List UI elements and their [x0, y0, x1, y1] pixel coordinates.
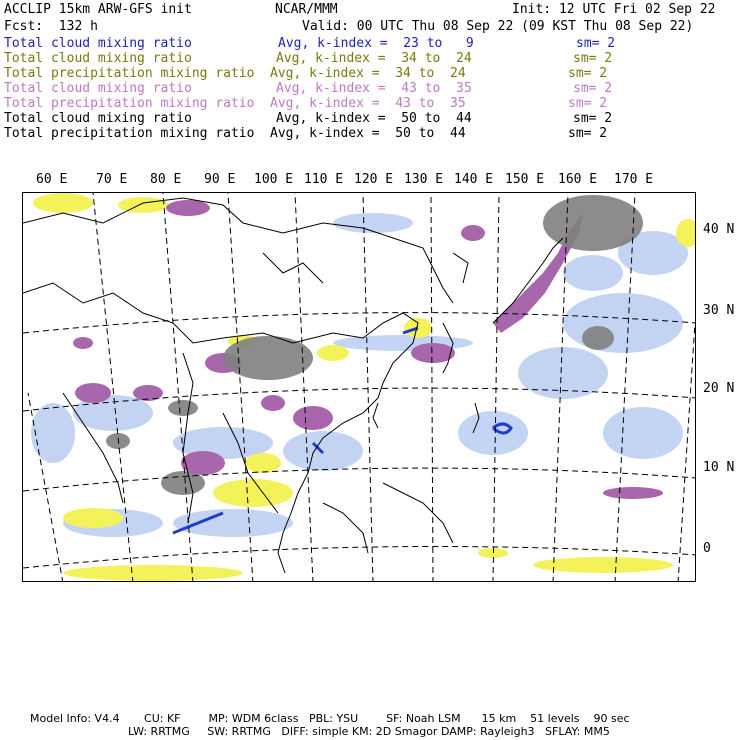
legend-row-4-avg: Avg, k-index = 43 to 35: [276, 81, 472, 96]
lon-label-130e: 130 E: [404, 172, 444, 187]
model-info-line-2: LW: RRTMG SW: RRTMG DIFF: simple KM: 2D Smagor DAMP: Rayleigh3 SFLAY: MM5: [128, 725, 610, 738]
legend-row-7-name: Total precipitation mixing ratio: [4, 126, 255, 141]
init-time: Init: 12 UTC Fri 02 Sep 22: [512, 2, 716, 17]
legend-row-1-avg: Avg, k-index = 23 to 9: [278, 36, 474, 51]
lon-label-80e: 80 E: [150, 172, 182, 187]
legend-row-3-sm: sm= 2: [568, 66, 608, 81]
lon-label-170e: 170 E: [614, 172, 654, 187]
forecast-hour: Fcst: 132 h: [4, 19, 98, 34]
legend-row-2-avg: Avg, k-index = 34 to 24: [276, 51, 472, 66]
organization-label: NCAR/MMM: [275, 2, 338, 17]
lat-label-20n: 20 N: [703, 381, 735, 396]
lat-label-30n: 30 N: [703, 303, 735, 318]
legend-row-6-avg: Avg, k-index = 50 to 44: [276, 111, 472, 126]
legend-row-1-sm: sm= 2: [576, 36, 616, 51]
legend-row-2-name: Total cloud mixing ratio: [4, 51, 192, 66]
lon-label-140e: 140 E: [454, 172, 494, 187]
legend-row-3-avg: Avg, k-index = 34 to 24: [270, 66, 466, 81]
valid-time: Valid: 00 UTC Thu 08 Sep 22 (09 KST Thu 08 Sep 22): [302, 19, 694, 34]
lon-label-110e: 110 E: [304, 172, 344, 187]
legend-row-7-sm: sm= 2: [568, 126, 608, 141]
legend-row-1-name: Total cloud mixing ratio: [4, 36, 192, 51]
lat-label-40n: 40 N: [703, 222, 735, 237]
legend-row-5-avg: Avg, k-index = 43 to 35: [270, 96, 466, 111]
legend-row-5-name: Total precipitation mixing ratio: [4, 96, 255, 111]
forecast-map: [22, 192, 696, 582]
lon-label-60e: 60 E: [36, 172, 68, 187]
lon-label-90e: 90 E: [204, 172, 236, 187]
legend-row-5-sm: sm= 2: [568, 96, 608, 111]
lat-label-0: 0: [703, 541, 711, 556]
model-info-line-1: Model Info: V4.4 CU: KF MP: WDM 6class PBL: YSU SF: Noah LSM 15 km 51 levels 90 sec: [30, 712, 630, 725]
lat-label-10n: 10 N: [703, 460, 735, 475]
legend-row-6-name: Total cloud mixing ratio: [4, 111, 192, 126]
lon-label-70e: 70 E: [96, 172, 128, 187]
model-title: ACCLIP 15km ARW-GFS init: [4, 2, 192, 17]
legend-row-4-sm: sm= 2: [573, 81, 613, 96]
lon-label-120e: 120 E: [354, 172, 394, 187]
legend-row-2-sm: sm= 2: [573, 51, 613, 66]
legend-row-7-avg: Avg, k-index = 50 to 44: [270, 126, 466, 141]
map-canvas: [23, 193, 696, 582]
legend-row-4-name: Total cloud mixing ratio: [4, 81, 192, 96]
legend-row-3-name: Total precipitation mixing ratio: [4, 66, 255, 81]
lon-label-100e: 100 E: [254, 172, 294, 187]
lon-label-160e: 160 E: [558, 172, 598, 187]
low-level-cloud-fill: [31, 213, 688, 537]
legend-row-6-sm: sm= 2: [573, 111, 613, 126]
lon-label-150e: 150 E: [505, 172, 545, 187]
